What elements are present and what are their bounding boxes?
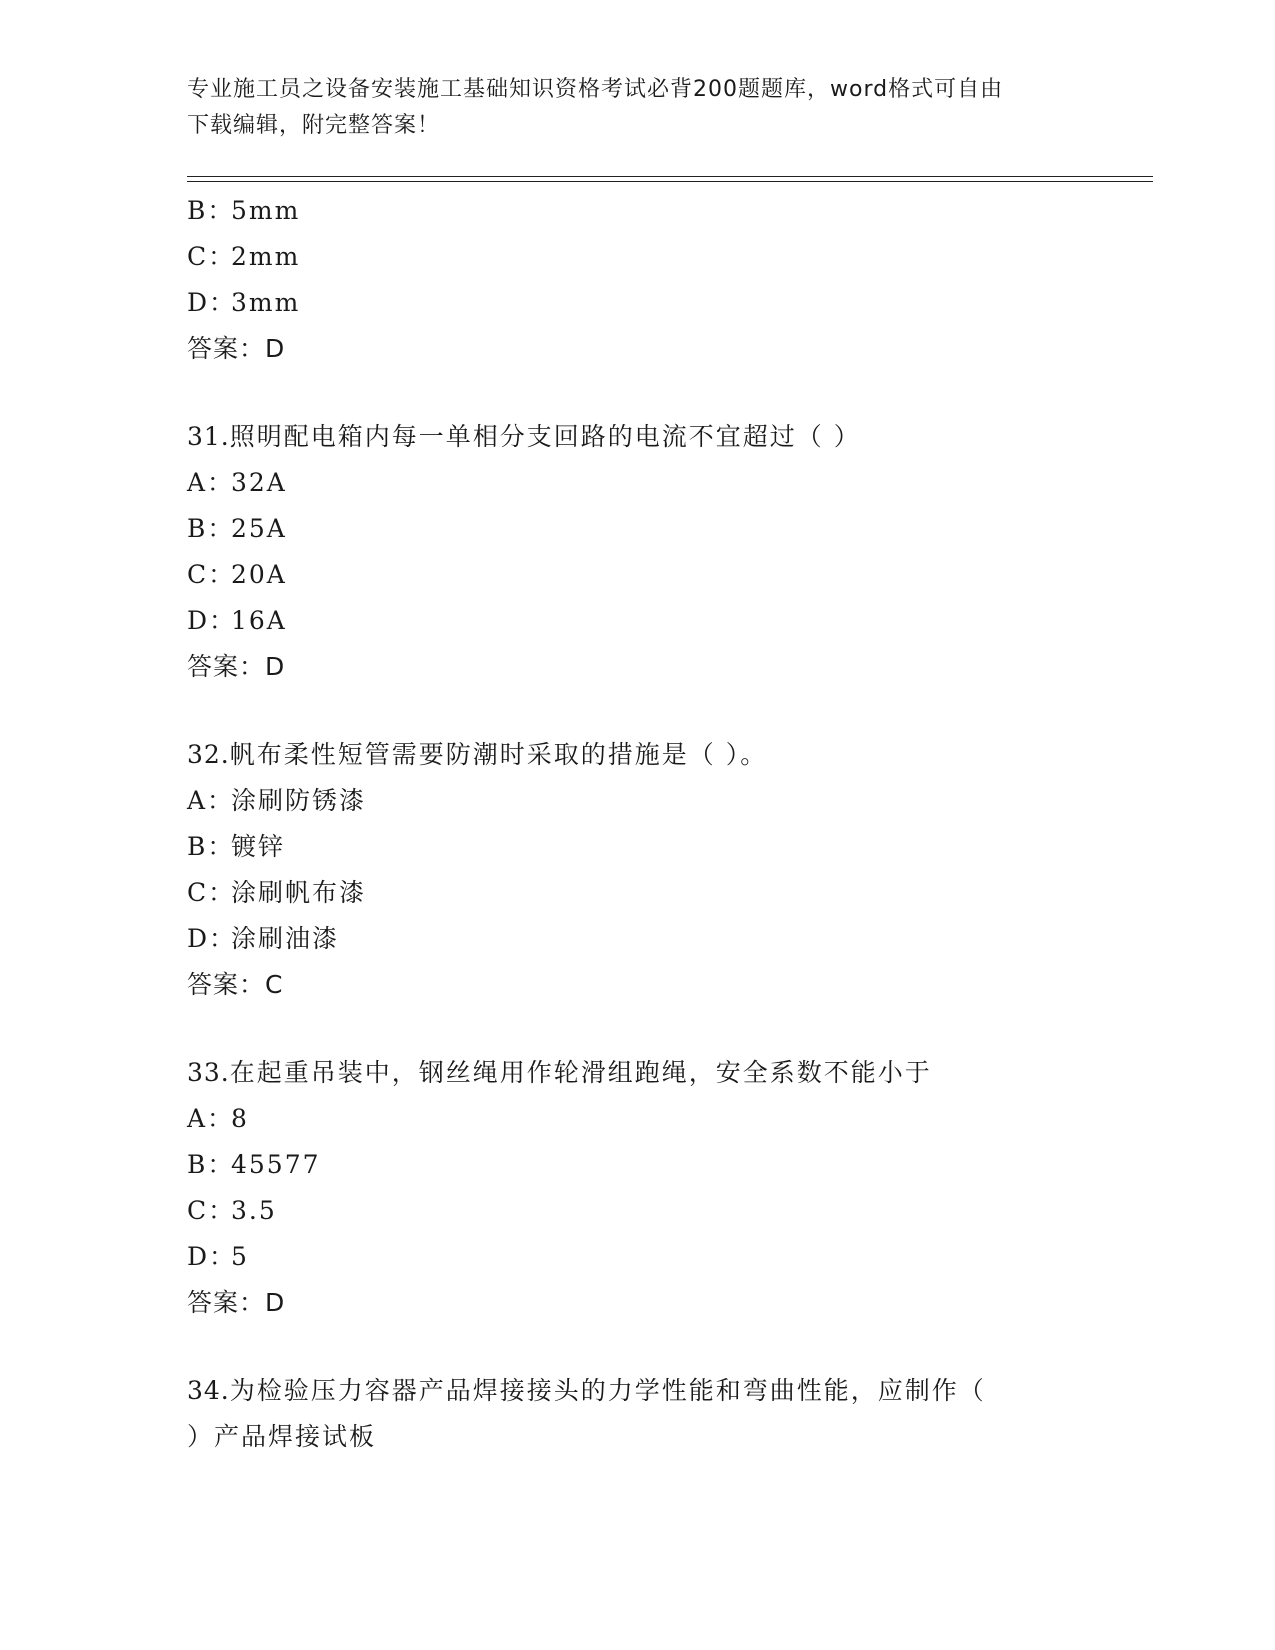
question-stem: 32.帆布柔性短管需要防潮时采取的措施是（ ）。 [187,740,768,769]
prev-question-block [187,188,1127,372]
option-a: A：涂刷防锈漆 [187,786,367,815]
question-34 [187,1368,1127,1460]
question-stem: 34.为检验压力容器产品焊接接头的力学性能和弯曲性能，应制作（ [187,1376,986,1405]
option-c: C：涂刷帆布漆 [187,878,367,907]
answer-line: 答案：C [187,970,284,999]
header-title-line-1: 专业施工员之设备安装施工基础知识资格考试必背200题题库，word格式可自由 [187,77,1004,102]
answer-line: 答案：D [187,652,286,681]
option-d: D：3mm [187,288,301,317]
answer-line: 答案：D [187,334,286,363]
option-b: B：45577 [187,1150,321,1179]
option-b: B：镀锌 [187,832,286,861]
question-stem-continued: ）产品焊接试板 [187,1422,377,1451]
question-31 [187,414,1127,690]
document-header [187,72,1087,144]
question-stem: 33.在起重吊装中，钢丝绳用作轮滑组跑绳，安全系数不能小于 [187,1058,932,1087]
answer-line: 答案：D [187,1288,286,1317]
option-a: A：8 [187,1104,249,1133]
question-stem: 31.照明配电箱内每一单相分支回路的电流不宜超过（ ） [187,422,861,451]
option-b: B：5mm [187,196,301,225]
option-b: B：25A [187,514,287,543]
option-c: C：2mm [187,242,301,271]
option-d: D：涂刷油漆 [187,924,340,953]
header-divider-bottom [187,181,1153,182]
header-title-line-2: 下载编辑，附完整答案！ [187,113,441,138]
question-list [187,188,1127,1460]
option-a: A：32A [187,468,287,497]
header-divider-top [187,176,1153,177]
option-d: D：5 [187,1242,249,1271]
option-c: C：20A [187,560,287,589]
option-d: D：16A [187,606,287,635]
question-32 [187,732,1127,1008]
option-c: C：3.5 [187,1196,277,1225]
question-33 [187,1050,1127,1326]
